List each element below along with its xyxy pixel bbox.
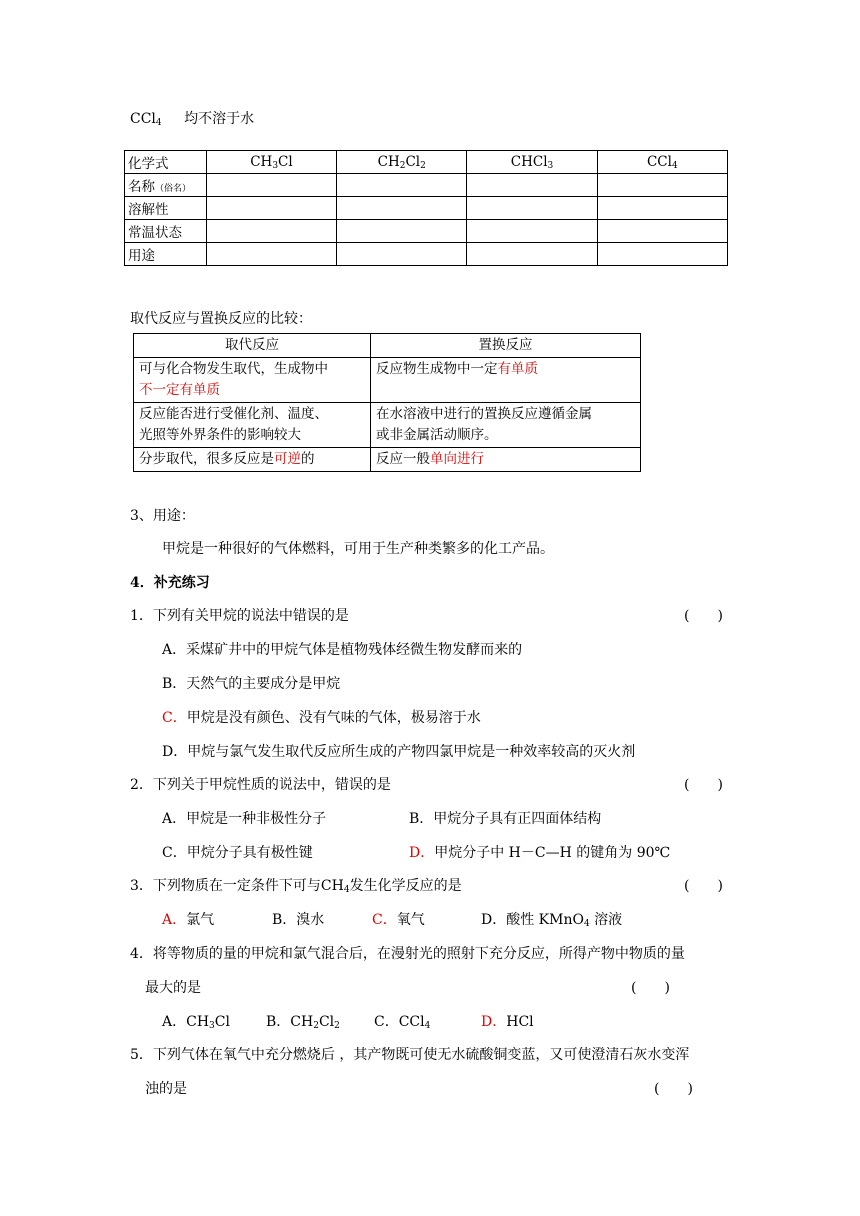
intro-formula: CCl$_4$ <box>130 111 162 128</box>
q2-option-a: A．甲烷是一种非极性分子 <box>162 811 327 827</box>
q1-option-d: D．甲烷与氯气发生取代反应所生成的产物四氯甲烷是一种效率较高的灭火剂 <box>162 744 636 760</box>
table-cell: 反应物生成物中一定有单质 <box>371 358 641 403</box>
q4-answer-blank: ( ) <box>631 980 670 996</box>
compare-table <box>133 333 641 472</box>
table-cell: 反应能否进行受催化剂、温度、 光照等外界条件的影响较大 <box>134 403 371 448</box>
table-cell: $CH_3Cl$ <box>206 151 336 174</box>
intro-text: 均不溶于水 <box>184 111 255 127</box>
q4-option-c: C．CCl$_4$ <box>374 1014 431 1031</box>
table-row <box>125 197 728 220</box>
table-cell: 可与化合物发生取代，生成物中 不一定有单质 <box>134 358 371 403</box>
table-row <box>125 151 728 174</box>
q4-option-b: B．$CH_2Cl_2$ <box>266 1014 340 1031</box>
table-row <box>125 243 728 266</box>
q3-option-a: A．氯气 <box>162 912 215 928</box>
table-row <box>134 448 641 472</box>
table-cell: 反应一般单向进行 <box>371 448 641 472</box>
table-row <box>134 334 641 358</box>
table-cell: 溶解性 <box>125 197 207 220</box>
intro-line <box>130 108 254 128</box>
q2-answer-blank: ( ) <box>684 777 723 793</box>
table-cell: 名称（俗名） <box>125 174 207 197</box>
q3-stem: 3．下列物质在一定条件下可与$CH_4$发生化学反应的是 <box>130 878 462 895</box>
section4-title: 4．补充练习 <box>130 575 210 591</box>
table-cell: 在水溶液中进行的置换反应遵循金属 或非金属活动顺序。 <box>371 403 641 448</box>
q3-answer-blank: ( ) <box>684 878 723 894</box>
table-cell: 分步取代，很多反应是可逆的 <box>134 448 371 472</box>
q2-stem: 2．下列关于甲烷性质的说法中，错误的是 <box>130 777 391 793</box>
compare-title: 取代反应与置换反应的比较： <box>130 311 312 327</box>
q4-line2: 最大的是 <box>145 980 201 996</box>
section3-title: 3、用途： <box>130 508 195 524</box>
q3-option-c: C．氧气 <box>372 912 425 928</box>
table-cell: 取代反应 <box>134 334 371 358</box>
q1-option-b: B．天然气的主要成分是甲烷 <box>162 676 341 692</box>
table-row <box>134 358 641 403</box>
q1-option-c: C．甲烷是没有颜色、没有气味的气体，极易溶于水 <box>162 710 481 726</box>
q4-line1: 4．将等物质的量的甲烷和氯气混合后，在漫射光的照射下充分反应，所得产物中物质的量 <box>130 946 685 962</box>
q2-option-b: B．甲烷分子具有正四面体结构 <box>409 811 602 827</box>
table-cell: 化学式 <box>125 151 207 174</box>
q5-line2: 浊的是 <box>145 1081 187 1097</box>
table-cell: $CH_2Cl_2$ <box>337 151 467 174</box>
q2-option-d: D．甲烷分子中 H－C—H 的键角为 90℃ <box>409 845 671 861</box>
section3-text: 甲烷是一种很好的气体燃料，可用于生产种类繁多的化工产品。 <box>162 541 554 557</box>
q1-answer-blank: ( ) <box>684 608 723 624</box>
table-cell: 用途 <box>125 243 207 266</box>
table-cell: CHCl$_3$ <box>467 151 597 174</box>
q3-option-d: D．酸性 KMnO$_4$ 溶液 <box>481 912 623 929</box>
table-cell: 常温状态 <box>125 220 207 243</box>
table-cell: 置换反应 <box>371 334 641 358</box>
table-cell: CCl$_4$ <box>597 151 727 174</box>
q3-option-b: B．溴水 <box>272 912 325 928</box>
q5-line1: 5．下列气体在氧气中充分燃烧后 ，其产物既可使无水硫酸铜变蓝，又可使澄清石灰水变浑 <box>130 1047 690 1063</box>
table-row <box>134 403 641 448</box>
table-row <box>125 220 728 243</box>
q1-stem: 1．下列有关甲烷的说法中错误的是 <box>130 608 349 624</box>
q1-option-a: A．采煤矿井中的甲烷气体是植物残体经微生物发酵而来的 <box>162 642 523 658</box>
table-row <box>125 174 728 197</box>
q5-answer-blank: ( ) <box>654 1081 693 1097</box>
properties-table <box>124 150 728 266</box>
q2-option-c: C．甲烷分子具有极性键 <box>162 845 313 861</box>
q4-option-a: A．$CH_3Cl$ <box>162 1014 230 1031</box>
q4-option-d: D．HCl <box>481 1014 534 1030</box>
